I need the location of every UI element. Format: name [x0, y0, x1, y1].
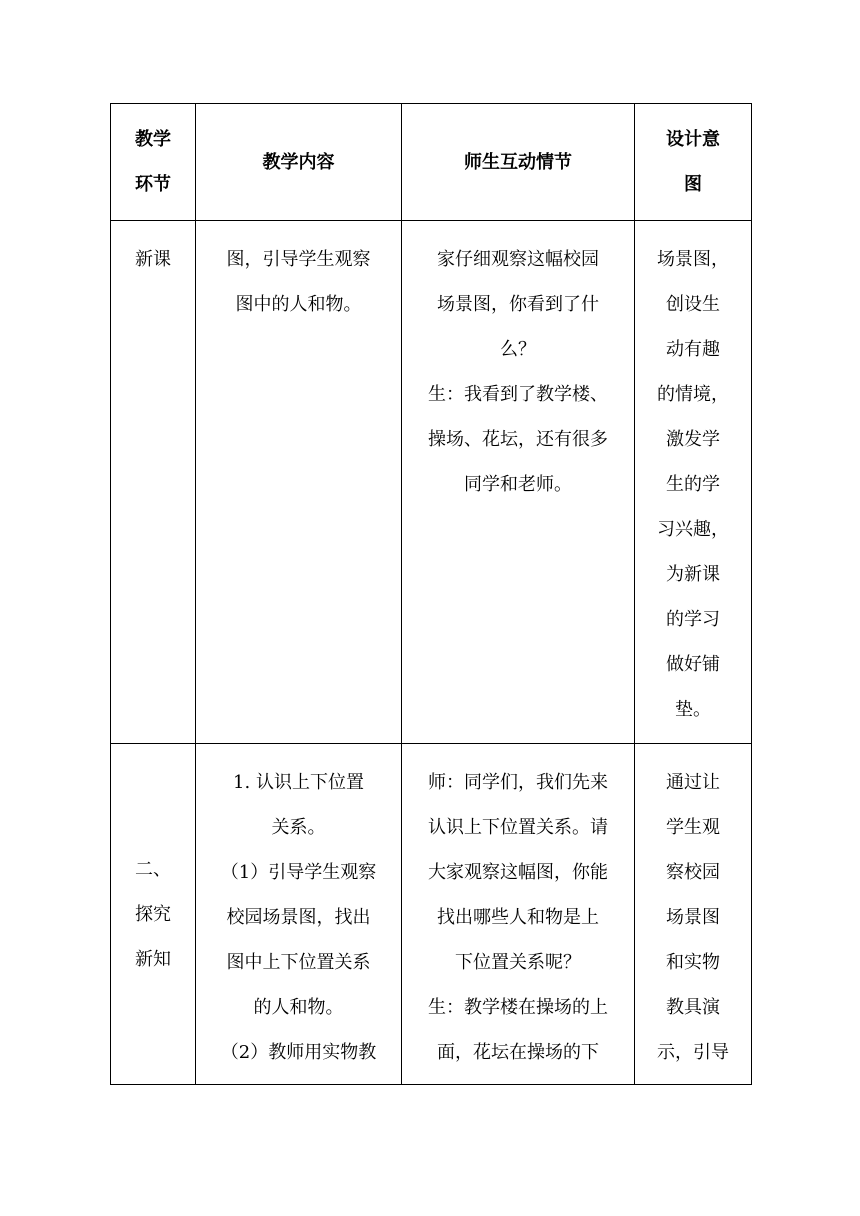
interaction-line: 面，花坛在操场的下 — [437, 1042, 599, 1063]
lesson-plan-table — [110, 103, 752, 1085]
interaction-line: 大家观察这幅图，你能 — [428, 862, 608, 883]
intent-line: 激发学 — [666, 429, 720, 450]
intent-line: 教具演 — [666, 997, 720, 1018]
intent-line: 做好铺 — [666, 654, 720, 675]
header-intent-line: 设计意 — [666, 129, 720, 150]
intent-line: 察校园 — [666, 862, 720, 883]
interaction-line: 操场、花坛，还有很多 — [428, 429, 608, 450]
header-design-intent — [635, 104, 752, 221]
interaction-line: 下位置关系呢？ — [455, 952, 581, 973]
intent-line: 示，引导 — [657, 1042, 729, 1063]
header-stage — [111, 104, 196, 221]
interaction-line: 场景图，你看到了什 — [437, 294, 599, 315]
interaction-line: 师：同学们，我们先来 — [428, 772, 608, 793]
intent-line: 生的学 — [666, 474, 720, 495]
intent-cell — [635, 744, 752, 1085]
stage-cell — [111, 744, 196, 1085]
content-line: 图中上下位置关系 — [226, 952, 371, 973]
intent-line: 垫。 — [675, 699, 711, 720]
content-line: 图，引导学生观察 — [226, 249, 371, 270]
content-line: （1）引导学生观察 — [220, 862, 377, 883]
stage-line: 二、 — [135, 858, 171, 880]
intent-line: 创设生 — [666, 294, 720, 315]
intent-line: 通过让 — [666, 772, 720, 793]
header-content: 教学内容 — [196, 104, 402, 221]
stage-line: 新知 — [135, 948, 171, 970]
content-line: 图中的人和物。 — [235, 294, 362, 315]
intent-line: 场景图 — [666, 907, 720, 928]
intent-line: 动有趣 — [666, 339, 720, 360]
interaction-line: 家仔细观察这幅校园 — [437, 249, 599, 270]
stage-cell — [111, 221, 196, 744]
intent-line: 和实物 — [666, 952, 720, 973]
intent-line: 的情境， — [657, 384, 729, 405]
content-line: （2）教师用实物教 — [220, 1042, 377, 1063]
intent-line: 为新课 — [666, 564, 720, 585]
content-line: 校园场景图，找出 — [226, 907, 371, 928]
table-row — [111, 744, 752, 1085]
header-stage-line: 教学 — [135, 129, 171, 150]
intent-line: 学生观 — [666, 817, 720, 838]
header-stage-line: 环节 — [135, 174, 171, 195]
header-interaction: 师生互动情节 — [402, 104, 635, 221]
intent-cell — [635, 221, 752, 744]
interaction-line: 生：我看到了教学楼、 — [428, 384, 608, 405]
table-row — [111, 221, 752, 744]
header-intent-line: 图 — [684, 174, 702, 195]
intent-line: 的学习 — [666, 609, 720, 630]
interaction-line: 生：教学楼在操场的上 — [428, 997, 608, 1018]
interaction-line: 么？ — [500, 339, 536, 360]
stage-line: 探究 — [135, 903, 171, 925]
intent-line: 习兴趣， — [657, 519, 729, 540]
interaction-line: 找出哪些人和物是上 — [437, 907, 599, 928]
table-header-row — [111, 104, 752, 221]
interaction-cell — [402, 744, 635, 1085]
intent-line: 场景图， — [657, 249, 729, 270]
interaction-line: 同学和老师。 — [464, 474, 572, 495]
interaction-line: 认识上下位置关系。请 — [428, 817, 608, 838]
stage-line: 新课 — [135, 249, 171, 270]
content-cell — [196, 221, 402, 744]
content-line: 1. 认识上下位置 — [233, 772, 364, 793]
content-line: 的人和物。 — [253, 997, 344, 1018]
content-line: 关系。 — [271, 817, 326, 838]
interaction-cell — [402, 221, 635, 744]
content-cell — [196, 744, 402, 1085]
